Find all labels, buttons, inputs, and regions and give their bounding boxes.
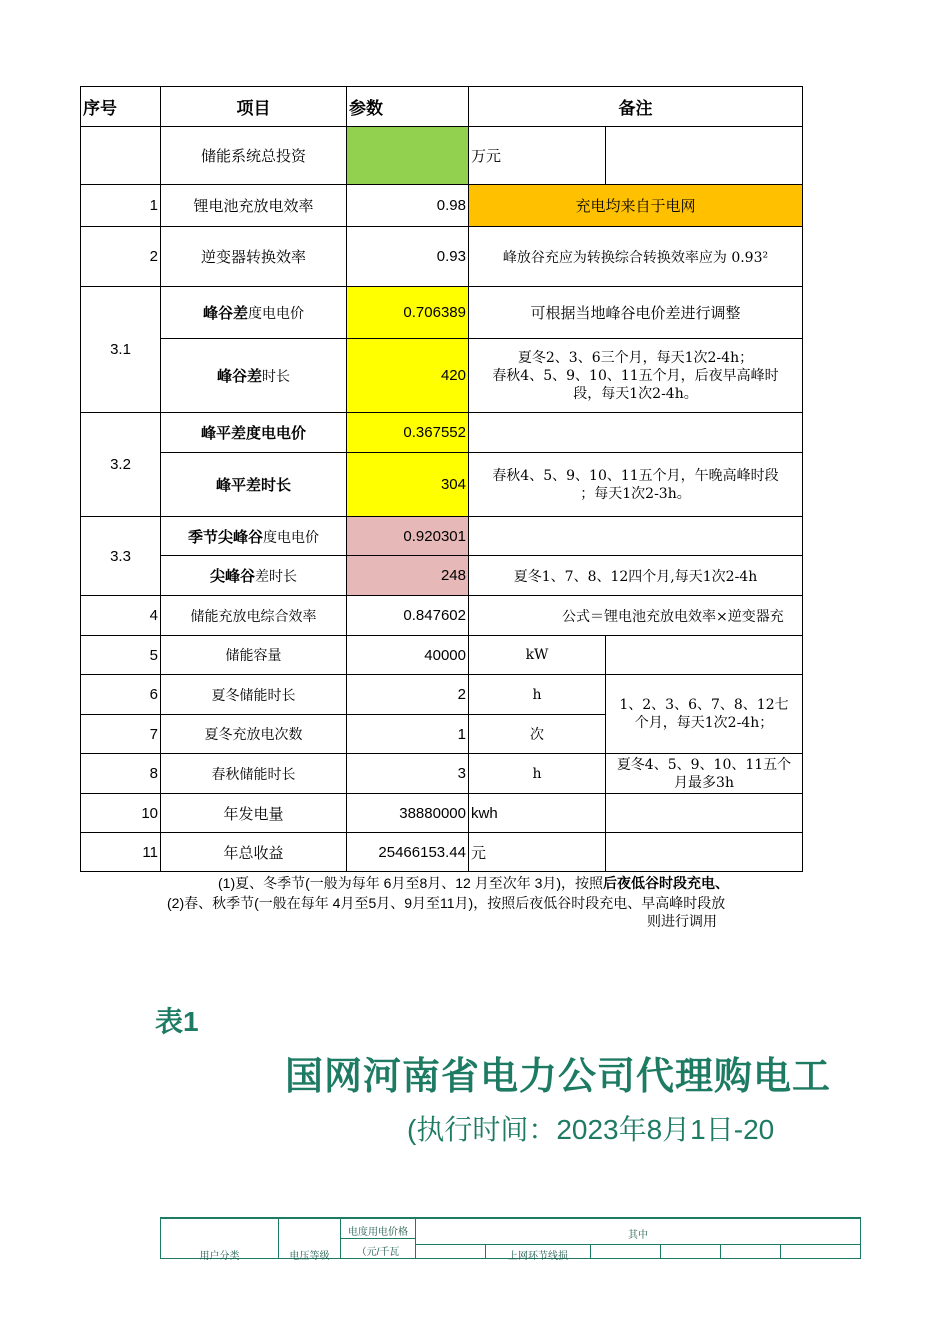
- group32-price-value[interactable]: 0.367552: [347, 413, 469, 453]
- row4-label[interactable]: 储能充放电综合效率: [161, 596, 347, 636]
- group33-price-value[interactable]: 0.920301: [347, 517, 469, 556]
- row2-label[interactable]: 逆变器转换效率: [161, 227, 347, 287]
- header-param[interactable]: 参数: [347, 87, 469, 127]
- note-line: 个月，每天1次2-4h；: [634, 715, 774, 731]
- row1-label[interactable]: 锂电池充放电效率: [161, 185, 347, 227]
- group33-price-note[interactable]: [469, 517, 803, 556]
- group31-duration-note[interactable]: [469, 339, 803, 413]
- group32-duration-value[interactable]: 304: [347, 453, 469, 517]
- row8-label[interactable]: 春秋储能时长: [161, 754, 347, 794]
- image-title: 国网河南省电力公司代理购电工: [285, 1056, 832, 1098]
- footnote-line-1-text: (1)夏、冬季节(一般为每年 6月至8月、12 月至次年 3月)，按照: [218, 875, 604, 891]
- row4-seq[interactable]: 4: [81, 596, 161, 636]
- image-col-price-unit: （元/千瓦: [341, 1239, 416, 1259]
- group33-duration-value[interactable]: 248: [347, 556, 469, 596]
- header-item[interactable]: 项目: [161, 87, 347, 127]
- row5-seq[interactable]: 5: [81, 636, 161, 675]
- footnote-line-2: (2)春、秋季节(一般在每年 4月至5月、9月至11月)，按照后夜低谷时段充电、早高峰时段放: [167, 895, 726, 911]
- row4-value[interactable]: 0.847602: [347, 596, 469, 636]
- row6-note[interactable]: [606, 675, 803, 754]
- group33-duration-label-rest: 差时长: [255, 569, 297, 585]
- row10-label[interactable]: 年发电量: [161, 794, 347, 833]
- invest-note-cell[interactable]: [606, 127, 803, 185]
- row11-seq[interactable]: 11: [81, 833, 161, 872]
- header-seq[interactable]: 序号: [81, 87, 161, 127]
- group33-price-label[interactable]: [161, 517, 347, 556]
- row8-seq[interactable]: 8: [81, 754, 161, 794]
- note-line: 春秋4、5、9、10、11五个月，后夜早高峰时: [492, 367, 779, 384]
- row7-label[interactable]: 夏冬充放电次数: [161, 715, 347, 754]
- group32-duration-label[interactable]: 峰平差时长: [161, 453, 347, 517]
- cell-seq-empty[interactable]: [81, 127, 161, 185]
- image-subcol: [416, 1245, 486, 1259]
- row5-label[interactable]: 储能容量: [161, 636, 347, 675]
- image-subcol: [661, 1245, 721, 1259]
- group33-duration-label[interactable]: [161, 556, 347, 596]
- row6-label[interactable]: 夏冬储能时长: [161, 675, 347, 715]
- row6-unit[interactable]: h: [469, 675, 606, 715]
- row11-note[interactable]: [606, 833, 803, 872]
- group31-duration-label-bold: 峰谷差: [216, 368, 262, 385]
- row2-value[interactable]: 0.93: [347, 227, 469, 287]
- row11-unit[interactable]: 元: [469, 833, 606, 872]
- group32-seq[interactable]: 3.2: [81, 413, 161, 517]
- group31-duration-label-rest: 时长: [262, 369, 290, 385]
- group32-duration-note[interactable]: [469, 453, 803, 517]
- image-col-user-class: 用户分类: [161, 1219, 279, 1259]
- row1-seq[interactable]: 1: [81, 185, 161, 227]
- group31-duration-label[interactable]: [161, 339, 347, 413]
- row8-unit[interactable]: h: [469, 754, 606, 794]
- image-subcol: [591, 1245, 661, 1259]
- row1-value[interactable]: 0.98: [347, 185, 469, 227]
- invest-value-cell[interactable]: [347, 127, 469, 185]
- group31-price-note[interactable]: 可根据当地峰谷电价差进行调整: [469, 287, 803, 339]
- row7-seq[interactable]: 7: [81, 715, 161, 754]
- header-note[interactable]: 备注: [469, 87, 803, 127]
- group31-price-label-bold: 峰谷差: [202, 305, 248, 322]
- row1-note[interactable]: 充电均来自于电网: [469, 185, 803, 227]
- group32-price-label[interactable]: 峰平差度电电价: [161, 413, 347, 453]
- row10-seq[interactable]: 10: [81, 794, 161, 833]
- row10-unit[interactable]: kwh: [469, 794, 606, 833]
- group31-seq[interactable]: 3.1: [81, 287, 161, 413]
- group33-duration-label-bold: 尖峰谷: [209, 568, 255, 585]
- row2-seq[interactable]: 2: [81, 227, 161, 287]
- note-line: 1、2、3、6、7、8、12七: [619, 697, 789, 713]
- group31-price-value[interactable]: 0.706389: [347, 287, 469, 339]
- note-line: 月最多3h: [674, 774, 734, 791]
- row6-value[interactable]: 2: [347, 675, 469, 715]
- row6-seq[interactable]: 6: [81, 675, 161, 715]
- image-col-voltage: 电压等级: [279, 1219, 341, 1259]
- group31-duration-value[interactable]: 420: [347, 339, 469, 413]
- group32-price-note[interactable]: [469, 413, 803, 453]
- note-line: 段，每天1次2-4h。: [573, 385, 698, 402]
- row8-value[interactable]: 3: [347, 754, 469, 794]
- row7-unit[interactable]: 次: [469, 715, 606, 754]
- note-line: 春秋4、5、9、10、11五个月，午晚高峰时段: [492, 467, 779, 484]
- row10-note[interactable]: [606, 794, 803, 833]
- note-line: 夏冬2、3、6三个月，每天1次2-4h；: [517, 349, 754, 366]
- parameter-table: [80, 86, 803, 872]
- image-col-among: 其中: [416, 1219, 861, 1245]
- row7-value[interactable]: 1: [347, 715, 469, 754]
- invest-unit[interactable]: 万元: [469, 127, 606, 185]
- image-subcol: [781, 1245, 861, 1259]
- row5-note[interactable]: [606, 636, 803, 675]
- group31-price-label-rest: 度电电价: [248, 306, 304, 322]
- group33-seq[interactable]: 3.3: [81, 517, 161, 596]
- image-col-price: 电度用电价格: [341, 1219, 416, 1239]
- row8-note[interactable]: [606, 754, 803, 794]
- invest-label[interactable]: 储能系统总投资: [161, 127, 347, 185]
- row10-value[interactable]: 38880000: [347, 794, 469, 833]
- image-table-header: [160, 1217, 861, 1262]
- footnote-line-1: [218, 873, 802, 893]
- group31-price-label[interactable]: [161, 287, 347, 339]
- image-subtitle: (执行时间：2023年8月1日-20: [407, 1114, 775, 1145]
- footnote-line-3: 则进行调用: [647, 913, 717, 929]
- group33-duration-note[interactable]: 夏冬1、7、8、12四个月,每天1次2-4h: [469, 556, 803, 596]
- note-line: ；每天1次2-3h。: [580, 485, 691, 502]
- image-table-label: 表1: [155, 1006, 199, 1037]
- embedded-price-table-image: [155, 1000, 832, 1262]
- row11-label[interactable]: 年总收益: [161, 833, 347, 872]
- image-subcol-loss: 上网环节线损: [486, 1245, 591, 1259]
- row11-value[interactable]: 25466153.44: [347, 833, 469, 872]
- footnote-line-1-bold: 后夜低谷时段充电、: [603, 875, 730, 891]
- row5-unit[interactable]: kW: [469, 636, 606, 675]
- row2-note[interactable]: 峰放谷充应为转换综合转换效率应为 0.93²: [469, 227, 803, 287]
- row5-value[interactable]: 40000: [347, 636, 469, 675]
- row4-note[interactable]: 公式＝锂电池充放电效率×逆变器充: [469, 596, 803, 636]
- group33-price-label-bold: 季节尖峰谷: [187, 528, 263, 546]
- note-line: 夏冬4、5、9、10、11五个: [616, 756, 792, 773]
- group33-price-label-rest: 度电电价: [263, 529, 319, 546]
- image-subcol: [721, 1245, 781, 1259]
